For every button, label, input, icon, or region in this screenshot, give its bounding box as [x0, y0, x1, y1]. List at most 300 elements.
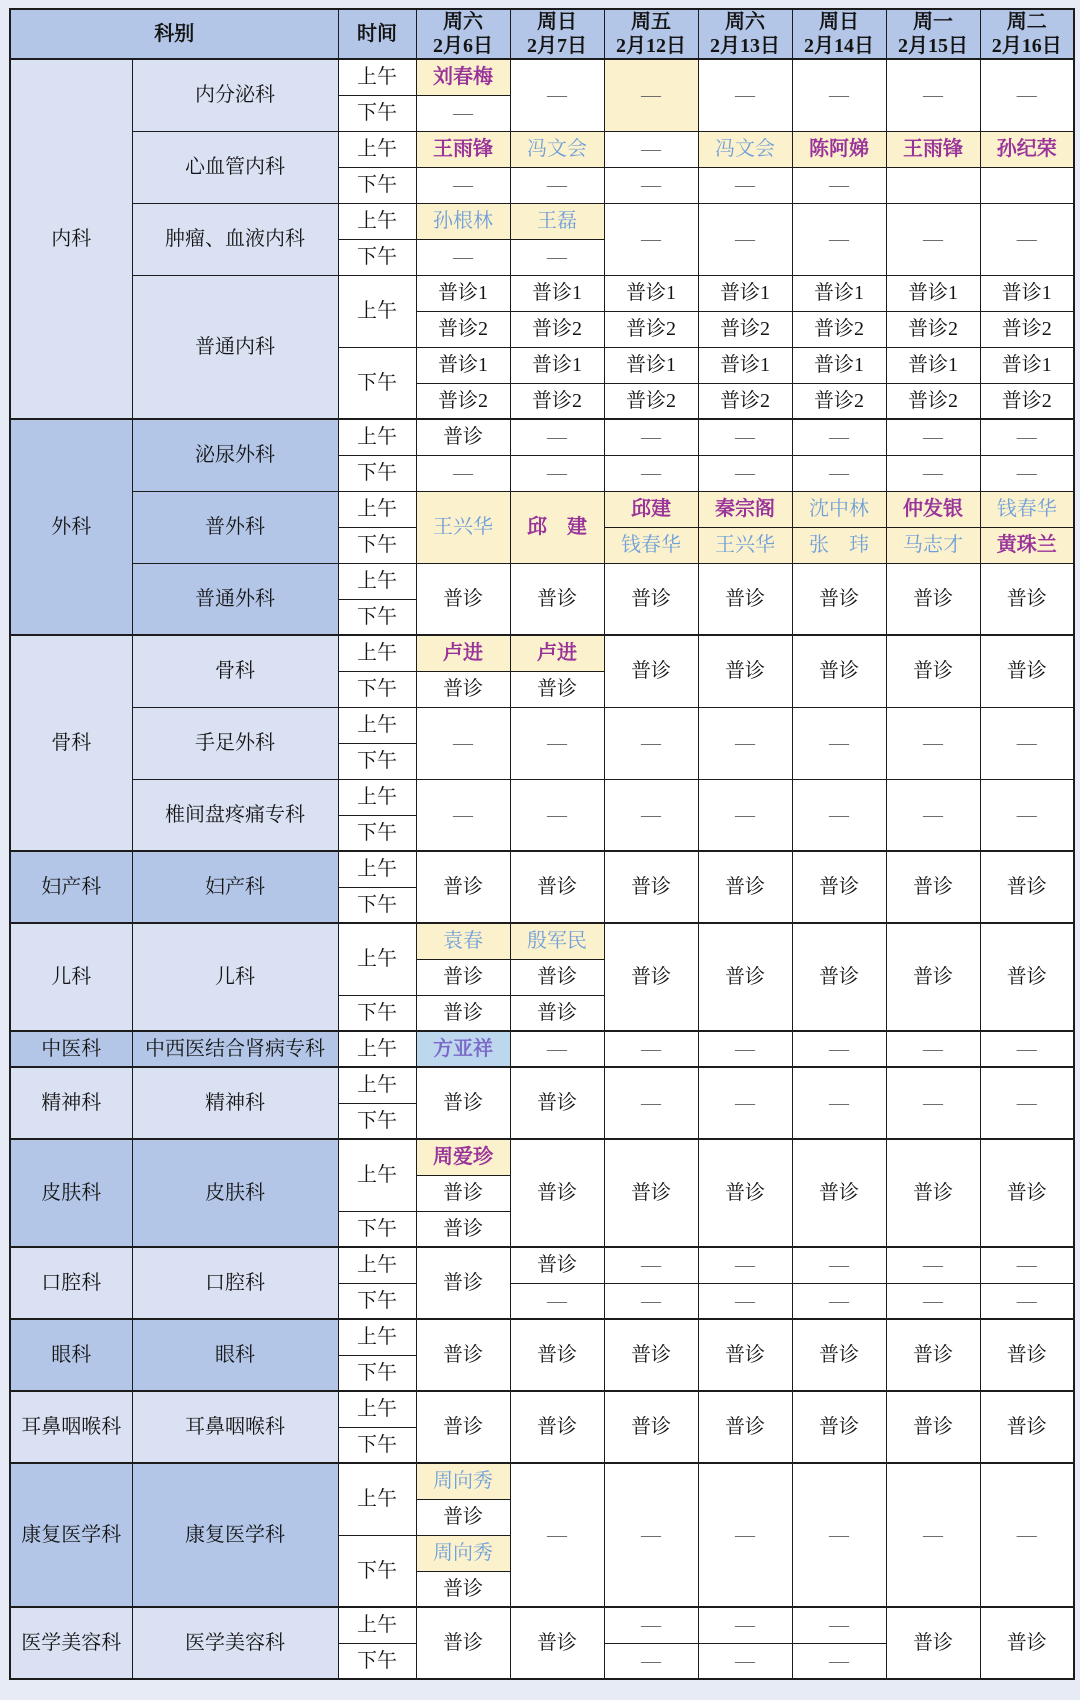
time-cell: 上午 [338, 1607, 416, 1643]
dash-cell: — [416, 167, 510, 203]
clinic-cell: 普诊 [416, 1391, 510, 1463]
table-row [10, 1607, 1074, 1643]
clinic-cell: 普诊 [886, 851, 980, 923]
time-cell: 上午 [338, 1391, 416, 1427]
table-row [10, 1139, 1074, 1175]
clinic-cell: 普诊 [510, 1139, 604, 1247]
department-cell: 精神科 [132, 1067, 338, 1139]
dash-cell: — [604, 419, 698, 455]
doctor-cell: 钱春华 [980, 491, 1074, 527]
dash-cell: — [792, 59, 886, 131]
category-cell: 眼科 [10, 1319, 132, 1391]
table-row [10, 131, 1074, 167]
dash-cell: — [698, 1607, 792, 1643]
time-cell: 上午 [338, 1319, 416, 1355]
clinic-cell: 普诊 [886, 1139, 980, 1247]
doctor-cell: 沈中林 [792, 491, 886, 527]
clinic-cell: 普诊 [980, 851, 1074, 923]
table-header [10, 9, 1074, 59]
dash-cell: — [792, 1643, 886, 1679]
clinic-cell: 普诊 [698, 851, 792, 923]
doctor-cell: 王兴华 [698, 527, 792, 563]
schedule-table [9, 8, 1075, 1680]
category-cell: 医学美容科 [10, 1607, 132, 1679]
dash-cell: — [698, 1247, 792, 1283]
clinic-cell: 普诊 [604, 1391, 698, 1463]
time-cell: 下午 [338, 95, 416, 131]
doctor-cell: 王雨锋 [886, 131, 980, 167]
clinic-cell: 普诊 [792, 851, 886, 923]
doctor-cell: 袁春 [416, 923, 510, 959]
day-weekday-label: 周六 [725, 11, 765, 33]
dash-cell: — [980, 779, 1074, 851]
dash-cell: — [510, 455, 604, 491]
time-cell: 下午 [338, 455, 416, 491]
dash-cell: — [980, 1067, 1074, 1139]
doctor-cell: 王磊 [510, 203, 604, 239]
dash-cell: — [604, 455, 698, 491]
clinic-cell: 普诊2 [416, 311, 510, 347]
clinic-cell: 普诊 [510, 1067, 604, 1139]
department-section [10, 1391, 1074, 1463]
clinic-cell: 普诊 [416, 1319, 510, 1391]
doctor-cell: 张 玮 [792, 527, 886, 563]
table-row [10, 1031, 1074, 1067]
clinic-cell: 普诊 [416, 1607, 510, 1679]
time-cell: 下午 [338, 815, 416, 851]
header-row [10, 9, 1074, 59]
time-cell: 下午 [338, 671, 416, 707]
dash-cell: — [510, 239, 604, 275]
clinic-cell: 普诊 [416, 1571, 510, 1607]
clinic-cell: 普诊 [604, 1319, 698, 1391]
table-row [10, 707, 1074, 743]
clinic-cell: 普诊 [416, 959, 510, 995]
dash-cell: — [980, 1031, 1074, 1067]
department-cell: 医学美容科 [132, 1607, 338, 1679]
day-weekday-label: 周日 [537, 11, 577, 33]
dash-cell: — [416, 455, 510, 491]
clinic-cell: 普诊 [698, 563, 792, 635]
clinic-cell: 普诊 [416, 419, 510, 455]
department-cell: 普通外科 [132, 563, 338, 635]
header-time-label: 时间 [338, 9, 416, 59]
dash-cell: — [792, 1607, 886, 1643]
clinic-cell: 普诊 [510, 1607, 604, 1679]
day-date-label: 2月13日 [710, 35, 780, 57]
time-cell: 上午 [338, 203, 416, 239]
department-cell: 手足外科 [132, 707, 338, 779]
category-cell: 康复医学科 [10, 1463, 132, 1607]
dash-cell: — [792, 707, 886, 779]
clinic-cell: 普诊 [980, 635, 1074, 707]
table-row [10, 1247, 1074, 1283]
table-row [10, 491, 1074, 527]
dash-cell: — [698, 59, 792, 131]
doctor-cell: 方亚祥 [416, 1031, 510, 1067]
clinic-cell: 普诊 [698, 635, 792, 707]
clinic-cell: 普诊2 [416, 383, 510, 419]
department-section [10, 851, 1074, 923]
time-cell: 下午 [338, 1643, 416, 1679]
dash-cell: — [886, 1031, 980, 1067]
dash-cell: — [510, 59, 604, 131]
dash-cell: — [886, 779, 980, 851]
clinic-cell: 普诊 [510, 671, 604, 707]
clinic-cell: 普诊 [792, 1391, 886, 1463]
time-cell: 上午 [338, 1031, 416, 1067]
table-row [10, 851, 1074, 887]
dash-cell: — [980, 707, 1074, 779]
clinic-cell: 普诊 [604, 851, 698, 923]
clinic-cell: 普诊 [604, 563, 698, 635]
doctor-cell: 王兴华 [416, 491, 510, 563]
doctor-cell: 陈阿娣 [792, 131, 886, 167]
department-cell: 心血管内科 [132, 131, 338, 203]
time-cell: 上午 [338, 131, 416, 167]
clinic-cell: 普诊 [698, 1391, 792, 1463]
clinic-cell: 普诊 [792, 923, 886, 1031]
day-header [604, 9, 698, 59]
clinic-cell: 普诊 [416, 851, 510, 923]
clinic-cell: 普诊1 [510, 347, 604, 383]
clinic-cell: 普诊 [604, 635, 698, 707]
department-cell: 口腔科 [132, 1247, 338, 1319]
day-header [510, 9, 604, 59]
dash-cell: — [604, 1031, 698, 1067]
dash-cell: — [886, 1067, 980, 1139]
time-cell: 下午 [338, 1103, 416, 1139]
dash-cell: — [604, 167, 698, 203]
time-cell: 上午 [338, 59, 416, 95]
department-section [10, 59, 1074, 419]
dash-cell: — [698, 1463, 792, 1607]
dash-cell: — [604, 1247, 698, 1283]
category-cell: 妇产科 [10, 851, 132, 923]
time-cell: 上午 [338, 779, 416, 815]
doctor-cell: 孙纪荣 [980, 131, 1074, 167]
time-cell: 下午 [338, 1211, 416, 1247]
dash-cell: — [886, 1283, 980, 1319]
clinic-cell: 普诊2 [980, 311, 1074, 347]
dash-cell: — [698, 1067, 792, 1139]
clinic-cell: 普诊 [416, 1067, 510, 1139]
doctor-cell: 周向秀 [416, 1535, 510, 1571]
dash-cell: — [980, 203, 1074, 275]
day-date-label: 2月6日 [433, 35, 493, 57]
time-cell: 下午 [338, 1427, 416, 1463]
dash-cell: — [792, 1031, 886, 1067]
table-row [10, 1067, 1074, 1103]
clinic-cell: 普诊 [510, 959, 604, 995]
clinic-cell: 普诊 [980, 923, 1074, 1031]
dash-cell: — [604, 779, 698, 851]
time-cell: 上午 [338, 1247, 416, 1283]
clinic-cell: 普诊2 [792, 311, 886, 347]
dash-cell: — [886, 203, 980, 275]
clinic-cell: 普诊 [886, 563, 980, 635]
dash-cell: — [698, 1283, 792, 1319]
doctor-cell: 仲发银 [886, 491, 980, 527]
clinic-cell: 普诊2 [980, 383, 1074, 419]
clinic-cell: 普诊2 [510, 311, 604, 347]
time-cell: 上午 [338, 851, 416, 887]
day-date-label: 2月7日 [527, 35, 587, 57]
dash-cell: — [510, 419, 604, 455]
clinic-cell: 普诊1 [510, 275, 604, 311]
doctor-cell: 冯文会 [698, 131, 792, 167]
clinic-cell: 普诊 [510, 1247, 604, 1283]
doctor-cell: 邱 建 [510, 491, 604, 563]
time-cell: 下午 [338, 1283, 416, 1319]
doctor-cell: 马志才 [886, 527, 980, 563]
clinic-cell: 普诊1 [886, 347, 980, 383]
clinic-cell: 普诊 [416, 1247, 510, 1319]
dash-cell: — [416, 239, 510, 275]
department-cell: 皮肤科 [132, 1139, 338, 1247]
doctor-cell: 钱春华 [604, 527, 698, 563]
doctor-cell: 刘春梅 [416, 59, 510, 95]
dash-cell: — [980, 1463, 1074, 1607]
clinic-cell: 普诊2 [510, 383, 604, 419]
clinic-cell: 普诊 [980, 1391, 1074, 1463]
dash-cell: — [792, 779, 886, 851]
dash-cell: — [604, 1607, 698, 1643]
day-header [698, 9, 792, 59]
department-cell: 妇产科 [132, 851, 338, 923]
time-cell: 下午 [338, 887, 416, 923]
department-cell: 骨科 [132, 635, 338, 707]
clinic-cell: 普诊1 [886, 275, 980, 311]
time-cell: 下午 [338, 995, 416, 1031]
dash-cell: — [792, 455, 886, 491]
doctor-cell: 邱建 [604, 491, 698, 527]
clinic-cell: 普诊 [510, 1319, 604, 1391]
doctor-cell: 黄珠兰 [980, 527, 1074, 563]
clinic-cell: 普诊2 [604, 311, 698, 347]
dash-cell: — [604, 59, 698, 131]
day-weekday-label: 周五 [631, 11, 671, 33]
dash-cell: — [604, 203, 698, 275]
clinic-cell: 普诊 [698, 1139, 792, 1247]
clinic-cell: 普诊 [980, 1319, 1074, 1391]
department-cell: 眼科 [132, 1319, 338, 1391]
clinic-cell: 普诊1 [792, 347, 886, 383]
clinic-cell: 普诊 [416, 1175, 510, 1211]
table-row [10, 59, 1074, 95]
table-row [10, 1463, 1074, 1499]
clinic-cell: 普诊2 [886, 383, 980, 419]
day-weekday-label: 周一 [913, 11, 953, 33]
dash-cell: — [792, 1247, 886, 1283]
day-date-label: 2月12日 [616, 35, 686, 57]
time-cell: 上午 [338, 923, 416, 995]
department-section [10, 923, 1074, 1031]
dash-cell: — [604, 707, 698, 779]
header-dept-label: 科别 [10, 9, 338, 59]
table-row [10, 563, 1074, 599]
department-section [10, 1607, 1074, 1679]
clinic-cell: 普诊2 [886, 311, 980, 347]
day-date-label: 2月16日 [991, 35, 1062, 57]
table-row [10, 275, 1074, 311]
department-cell: 普通内科 [132, 275, 338, 419]
category-cell: 儿科 [10, 923, 132, 1031]
dash-cell: — [510, 707, 604, 779]
dash-cell: — [792, 167, 886, 203]
dash-cell: — [886, 419, 980, 455]
time-cell: 上午 [338, 635, 416, 671]
day-weekday-label: 周二 [1006, 11, 1047, 33]
clinic-cell: 普诊1 [698, 347, 792, 383]
clinic-cell: 普诊 [510, 1391, 604, 1463]
clinic-cell: 普诊 [510, 563, 604, 635]
department-section [10, 1319, 1074, 1391]
category-cell: 骨科 [10, 635, 132, 851]
dash-cell: — [698, 1643, 792, 1679]
clinic-cell: 普诊 [604, 923, 698, 1031]
dash-cell: — [698, 455, 792, 491]
department-cell: 儿科 [132, 923, 338, 1031]
time-cell: 上午 [338, 1139, 416, 1211]
department-cell: 内分泌科 [132, 59, 338, 131]
time-cell: 上午 [338, 1067, 416, 1103]
dash-cell: — [604, 1643, 698, 1679]
doctor-cell: 孙根林 [416, 203, 510, 239]
clinic-cell: 普诊1 [698, 275, 792, 311]
empty-cell [886, 167, 980, 203]
department-cell: 康复医学科 [132, 1463, 338, 1607]
time-cell: 上午 [338, 275, 416, 347]
clinic-cell: 普诊 [510, 851, 604, 923]
clinic-cell: 普诊2 [698, 311, 792, 347]
time-cell: 下午 [338, 599, 416, 635]
clinic-cell: 普诊2 [604, 383, 698, 419]
dash-cell: — [416, 779, 510, 851]
dash-cell: — [510, 1463, 604, 1607]
clinic-cell: 普诊 [416, 563, 510, 635]
clinic-cell: 普诊 [792, 1139, 886, 1247]
dash-cell: — [886, 1463, 980, 1607]
dash-cell: — [792, 1463, 886, 1607]
day-header [416, 9, 510, 59]
category-cell: 耳鼻咽喉科 [10, 1391, 132, 1463]
doctor-cell: 殷军民 [510, 923, 604, 959]
clinic-cell: 普诊 [416, 671, 510, 707]
dash-cell: — [792, 1283, 886, 1319]
dash-cell: — [510, 1283, 604, 1319]
table-row [10, 1391, 1074, 1427]
time-cell: 下午 [338, 1535, 416, 1607]
department-section [10, 419, 1074, 635]
dash-cell: — [792, 203, 886, 275]
dash-cell: — [698, 419, 792, 455]
clinic-cell: 普诊 [604, 1139, 698, 1247]
dash-cell: — [698, 779, 792, 851]
time-cell: 下午 [338, 167, 416, 203]
clinic-cell: 普诊 [886, 1391, 980, 1463]
dash-cell: — [792, 1067, 886, 1139]
day-header [980, 9, 1074, 59]
table-row [10, 923, 1074, 959]
department-cell: 椎间盘疼痛专科 [132, 779, 338, 851]
doctor-cell: 王雨锋 [416, 131, 510, 167]
dash-cell: — [510, 167, 604, 203]
clinic-cell: 普诊1 [792, 275, 886, 311]
time-cell: 下午 [338, 527, 416, 563]
table-row [10, 1319, 1074, 1355]
clinic-cell: 普诊1 [604, 275, 698, 311]
doctor-cell: 秦宗阁 [698, 491, 792, 527]
department-section [10, 1463, 1074, 1607]
time-cell: 下午 [338, 1355, 416, 1391]
dash-cell: — [416, 707, 510, 779]
time-cell: 下午 [338, 743, 416, 779]
day-date-label: 2月14日 [804, 35, 874, 57]
category-cell: 口腔科 [10, 1247, 132, 1319]
dash-cell: — [604, 1067, 698, 1139]
dash-cell: — [604, 1283, 698, 1319]
day-date-label: 2月15日 [898, 35, 968, 57]
time-cell: 上午 [338, 563, 416, 599]
clinic-cell: 普诊 [416, 1211, 510, 1247]
clinic-cell: 普诊1 [604, 347, 698, 383]
dash-cell: — [510, 1031, 604, 1067]
dash-cell: — [698, 1031, 792, 1067]
time-cell: 上午 [338, 491, 416, 527]
department-section [10, 1139, 1074, 1247]
dash-cell: — [510, 779, 604, 851]
table-row [10, 779, 1074, 815]
clinic-cell: 普诊 [698, 1319, 792, 1391]
clinic-cell: 普诊2 [792, 383, 886, 419]
table-row [10, 203, 1074, 239]
clinic-cell: 普诊 [886, 923, 980, 1031]
clinic-cell: 普诊 [792, 635, 886, 707]
category-cell: 中医科 [10, 1031, 132, 1067]
dash-cell: — [416, 95, 510, 131]
doctor-cell: 周爱珍 [416, 1139, 510, 1175]
dash-cell: — [698, 203, 792, 275]
clinic-cell: 普诊 [510, 995, 604, 1031]
time-cell: 下午 [338, 347, 416, 419]
clinic-cell: 普诊 [886, 1607, 980, 1679]
time-cell: 上午 [338, 707, 416, 743]
dash-cell: — [980, 59, 1074, 131]
dash-cell: — [980, 419, 1074, 455]
department-cell: 中西医结合肾病专科 [132, 1031, 338, 1067]
department-section [10, 1247, 1074, 1319]
clinic-cell: 普诊 [698, 923, 792, 1031]
time-cell: 上午 [338, 419, 416, 455]
clinic-cell: 普诊 [886, 1319, 980, 1391]
department-section [10, 1067, 1074, 1139]
category-cell: 外科 [10, 419, 132, 635]
day-header [792, 9, 886, 59]
clinic-cell: 普诊1 [980, 347, 1074, 383]
time-cell: 上午 [338, 1463, 416, 1535]
department-cell: 耳鼻咽喉科 [132, 1391, 338, 1463]
doctor-cell: 卢进 [510, 635, 604, 671]
clinic-cell: 普诊 [980, 1139, 1074, 1247]
category-cell: 皮肤科 [10, 1139, 132, 1247]
dash-cell: — [698, 707, 792, 779]
clinic-cell: 普诊 [980, 563, 1074, 635]
department-cell: 普外科 [132, 491, 338, 563]
dash-cell: — [698, 167, 792, 203]
day-weekday-label: 周六 [443, 11, 483, 33]
dash-cell: — [980, 1283, 1074, 1319]
